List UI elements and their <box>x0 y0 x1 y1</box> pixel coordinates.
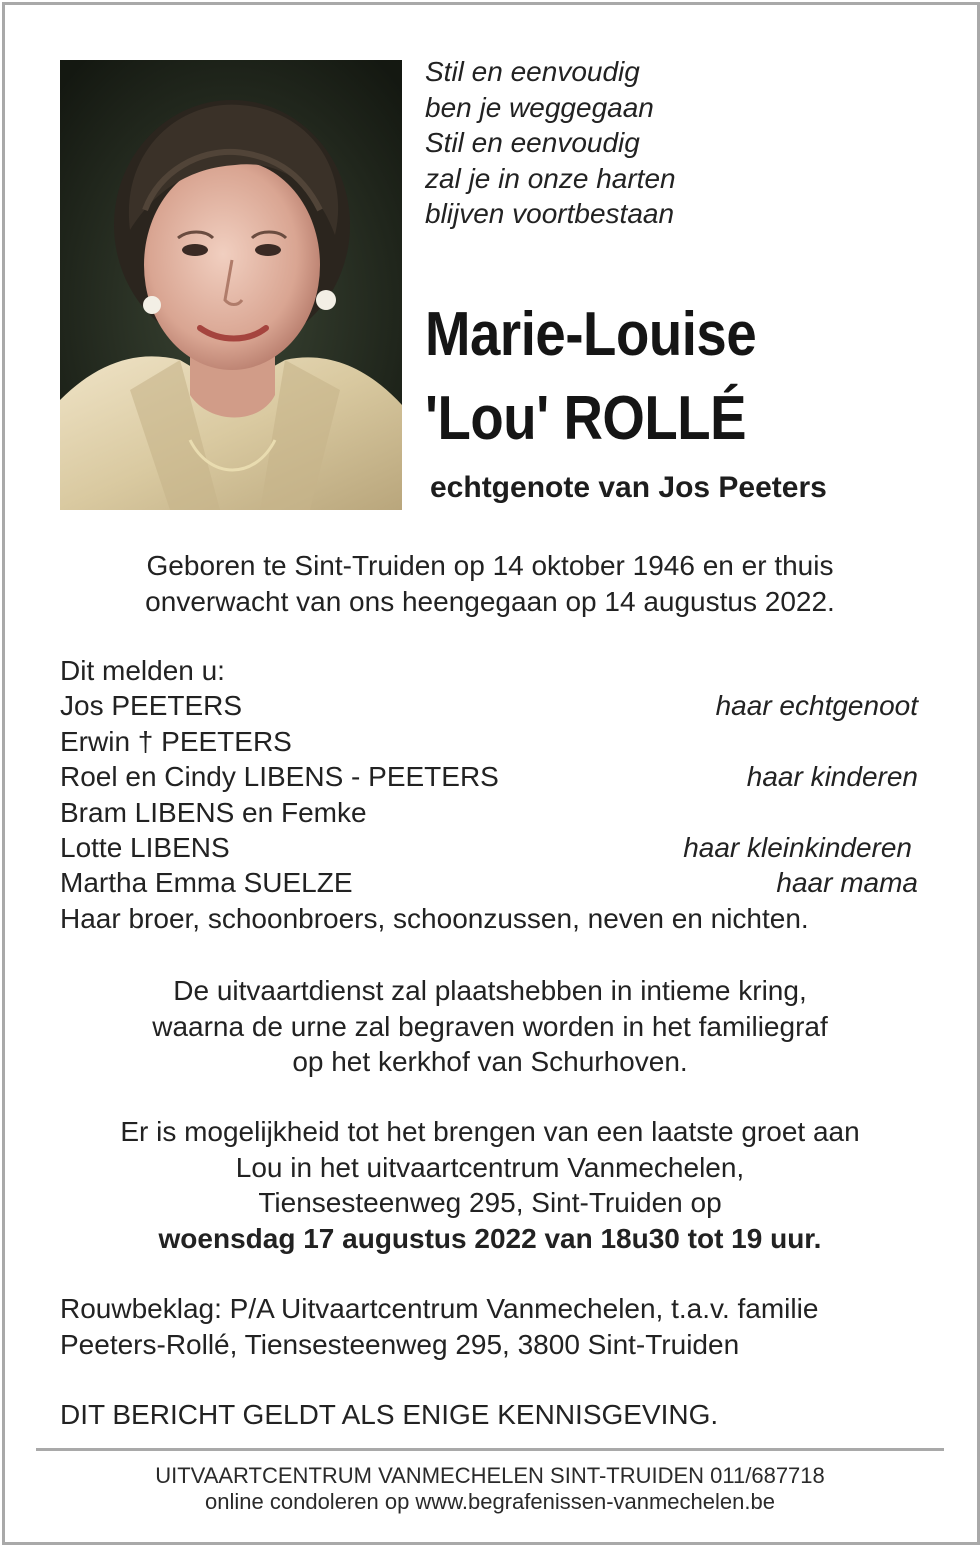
family-member-name: Jos PEETERS <box>60 690 243 722</box>
family-member-name: Lotte LIBENS <box>60 831 230 863</box>
family-member-name: Bram LIBENS en Femke <box>60 796 367 828</box>
text-line: Lou in het uitvaartcentrum Vanmechelen, <box>235 1151 745 1183</box>
text-line: Rouwbeklag: P/A Uitvaartcentrum Vanmechelen, t.a.v. familie <box>60 1293 819 1324</box>
notice-statement: DIT BERICHT GELDT ALS ENIGE KENNISGEVING. <box>60 1399 719 1430</box>
family-member-role: haar mama <box>776 867 918 899</box>
funeral-service-text <box>40 973 940 1080</box>
text-line: Geboren te Sint-Truiden op 14 oktober 1946 en er thuis <box>146 550 834 581</box>
text-line: Er is mogelijkheid tot het brengen van een laatste groet aan <box>120 1116 860 1147</box>
poem-line: zal je in onze harten <box>425 162 676 194</box>
family-row <box>60 830 918 865</box>
text-line: Tiensesteenweg 295, Sint-Truiden op <box>258 1187 722 1218</box>
family-intro: Dit melden u: <box>60 655 225 686</box>
text-line: De uitvaartdienst zal plaatshebben in intieme kring, <box>173 975 807 1006</box>
text-line: onverwacht van ons heengegaan op 14 augustus 2022. <box>145 585 835 617</box>
birth-death-text <box>40 548 940 619</box>
family-row <box>60 865 918 900</box>
footer-website: online condoleren op www.begrafenissen-vanmechelen.be <box>205 1489 775 1514</box>
family-row <box>60 759 918 794</box>
spouse-line: echtgenote van Jos Peeters <box>430 471 827 504</box>
family-member-role: haar kleinkinderen <box>683 831 912 863</box>
poem <box>425 54 676 232</box>
family-row <box>60 724 918 759</box>
family-member-name: Roel en Cindy LIBENS - PEETERS <box>60 761 499 793</box>
family-closing: Haar broer, schoonbroers, schoonzussen, neven en nichten. <box>60 902 809 934</box>
footer <box>40 1463 940 1515</box>
portrait-image <box>60 60 402 510</box>
deceased-name-line2: 'Lou' ROLLÉ <box>425 384 747 453</box>
footer-divider <box>36 1448 944 1451</box>
text-line: waarna de urne zal begraven worden in het familiegraf <box>152 1010 828 1042</box>
footer-funeral-home: UITVAARTCENTRUM VANMECHELEN SINT-TRUIDEN 011/687718 <box>155 1463 825 1488</box>
poem-line: blijven voortbestaan <box>425 198 675 229</box>
poem-line: Stil en eenvoudig <box>425 56 640 87</box>
family-member-role: haar kinderen <box>746 761 918 793</box>
text-line: Peeters-Rollé, Tiensesteenweg 295, 3800 Sint-Truiden <box>60 1328 740 1360</box>
family-row <box>60 688 918 723</box>
family-member-name: Martha Emma SUELZE <box>60 867 353 899</box>
poem-line: ben je weggegaan <box>425 91 654 123</box>
family-member-name: Erwin † PEETERS <box>60 725 292 757</box>
family-list <box>60 653 918 936</box>
family-member-role: haar echtgenoot <box>715 690 918 722</box>
deceased-name <box>425 293 756 461</box>
last-greeting-text <box>40 1114 940 1256</box>
deceased-name-line1: Marie-Louise <box>425 300 757 369</box>
portrait-photo <box>60 60 402 510</box>
text-line: op het kerkhof van Schurhoven. <box>292 1046 688 1077</box>
family-row <box>60 795 918 830</box>
poem-line: Stil en eenvoudig <box>425 127 640 158</box>
condolence-address <box>60 1291 940 1362</box>
greeting-datetime: woensdag 17 augustus 2022 van 18u30 tot 19 uur. <box>158 1222 822 1254</box>
